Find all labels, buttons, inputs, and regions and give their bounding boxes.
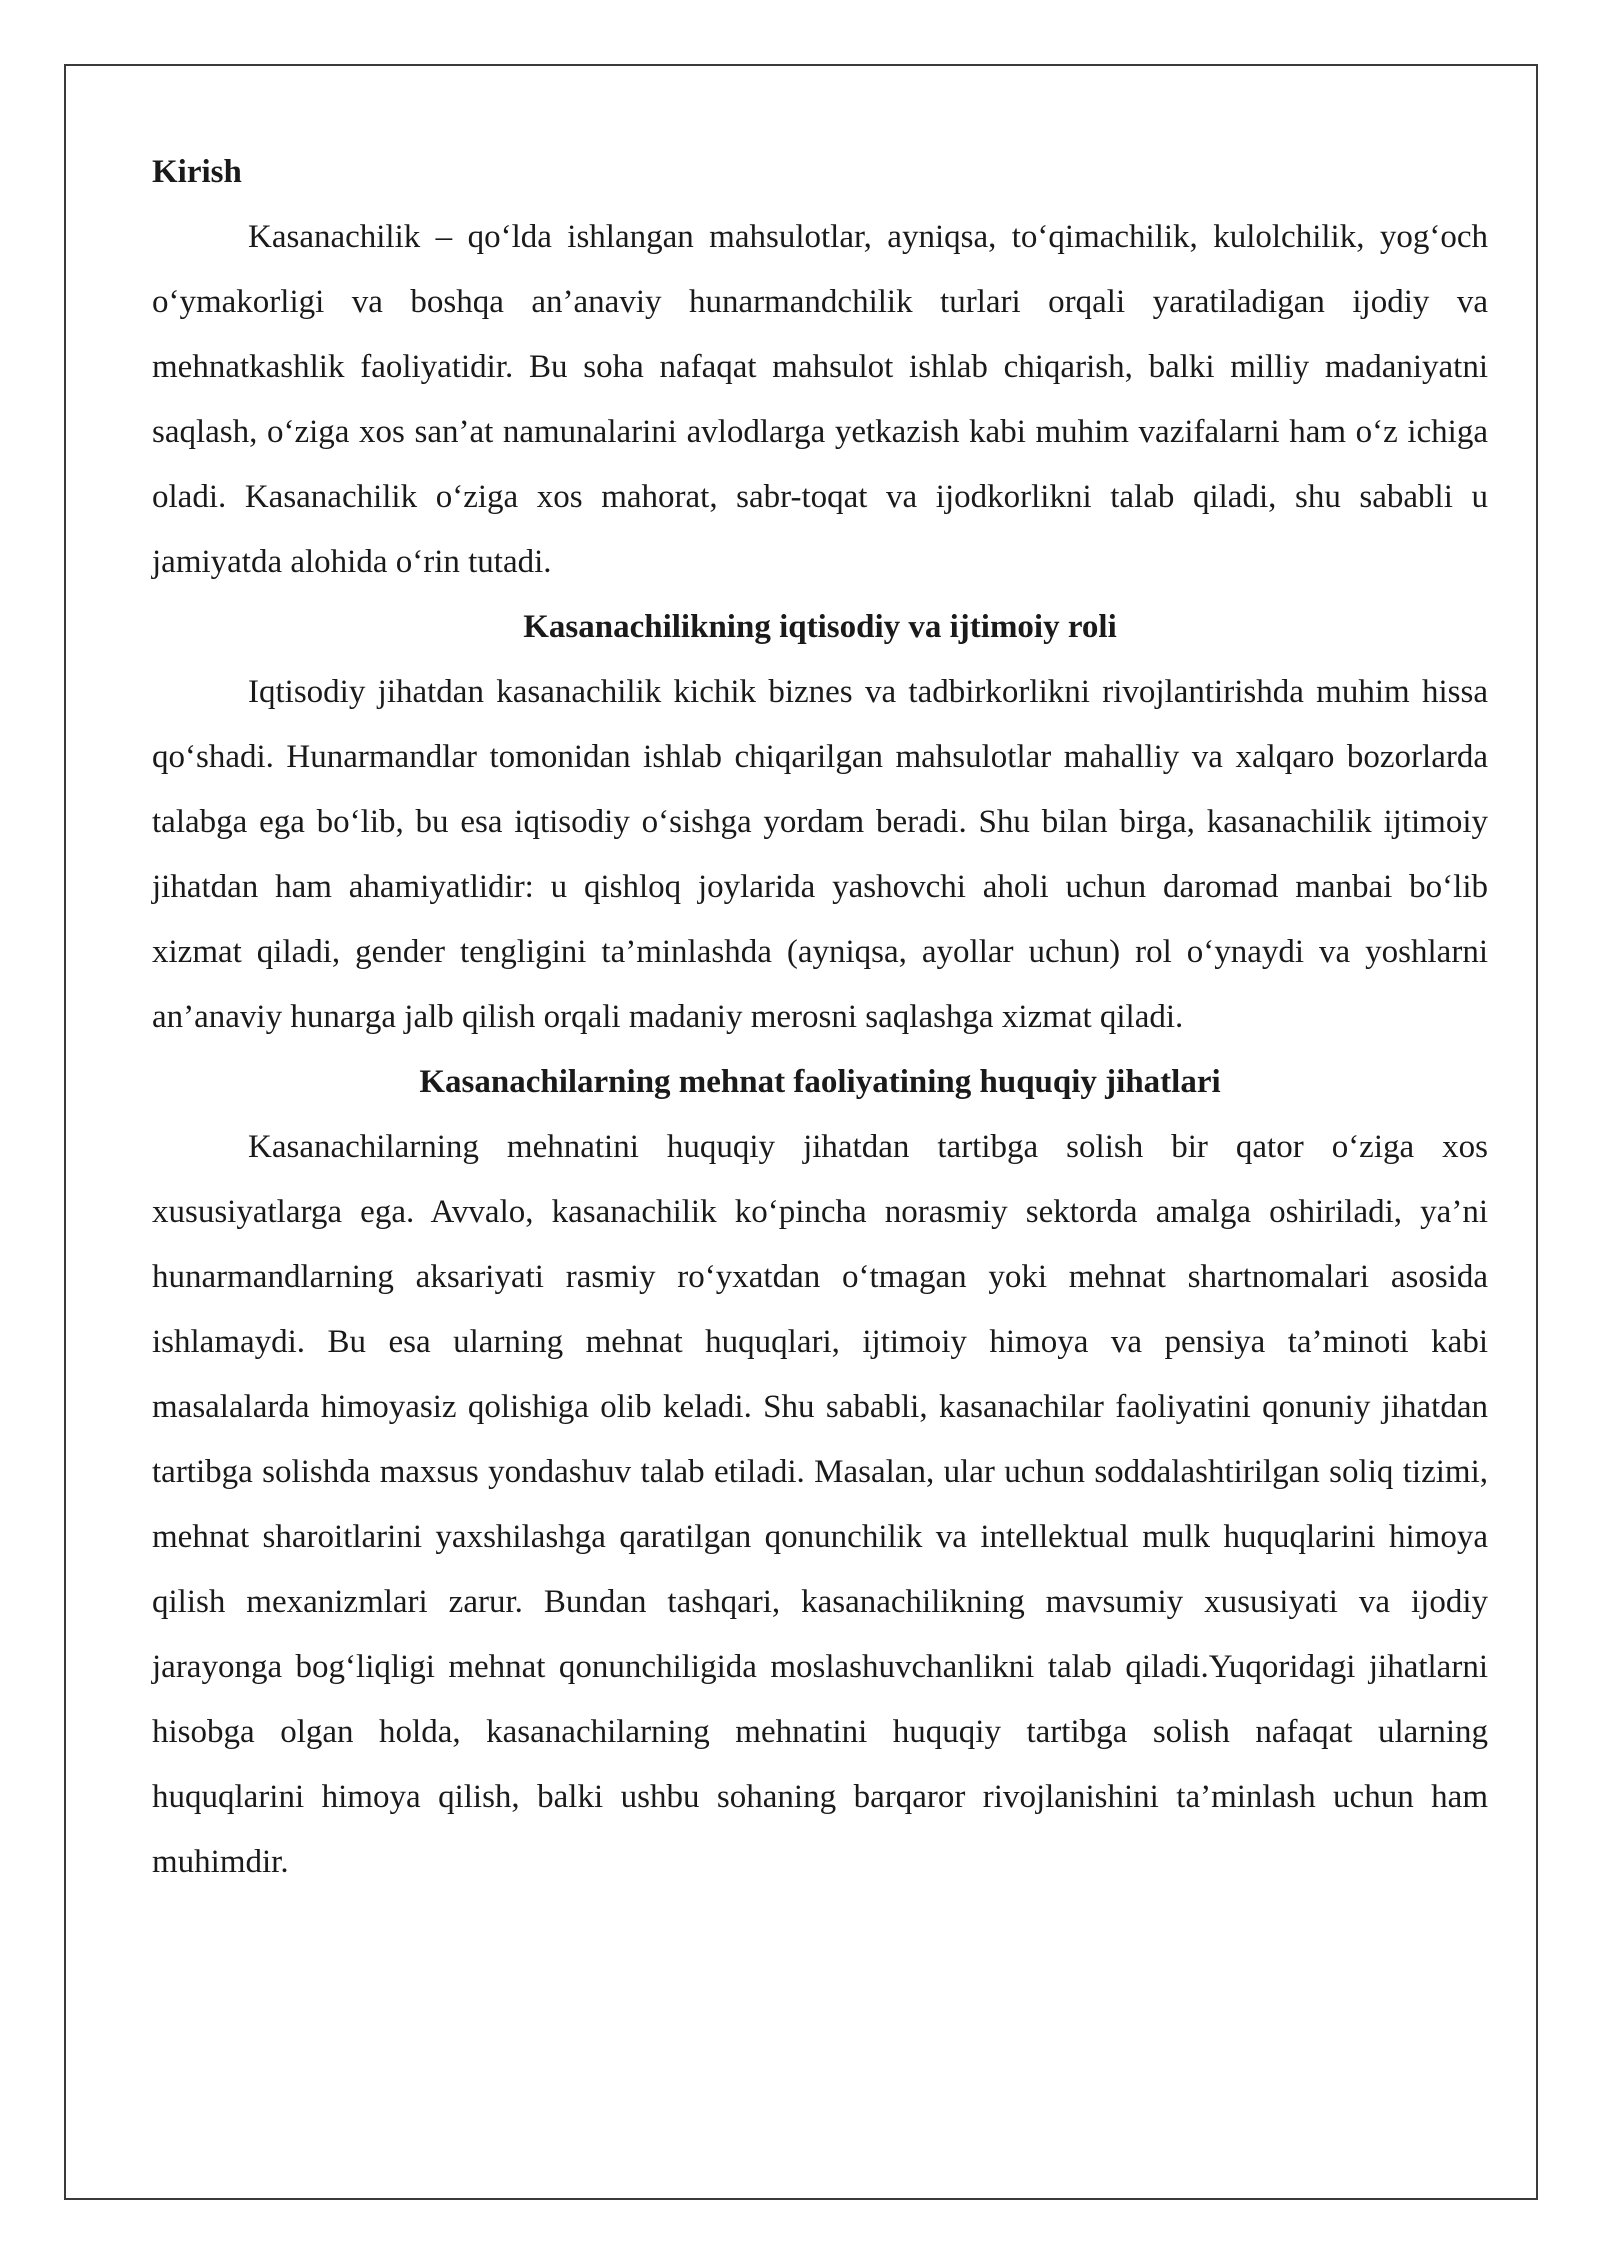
economic-social-role-paragraph: Iqtisodiy jihatdan kasanachilik kichik biznes va tadbirkorlikni rivojlantirishda muhim hissa qo‘shadi. Hunarmandlar tomonidan ishlab chiqarilgan mahsulotlar mahalliy va xalqaro bozorlarda talabga ega bo‘lib, bu esa iqtisodiy o‘sishga yordam beradi. Shu bilan birga, kasanachilik ijtimoiy jihatdan ham ahamiyatlidir: u qishloq joylarida yashovchi aholi uchun daromad manbai bo‘lib xizmat qiladi, gender tengligini ta’minlashda (ayniqsa, ayollar uchun) rol o‘ynaydi va yoshlarni an’anaviy hunarga jalb qilish orqali madaniy merosni saqlashga xizmat qiladi. — [152, 674, 1488, 1035]
section-heading-legal-aspects: Kasanachilarning mehnat faoliyatining huquqiy jihatlari — [419, 1064, 1221, 1100]
section-heading-economic-social-role: Kasanachilikning iqtisodiy va ijtimoiy roli — [523, 609, 1117, 645]
document-body — [152, 140, 1488, 1895]
intro-heading: Kirish — [152, 154, 242, 190]
intro-paragraph: Kasanachilik – qo‘lda ishlangan mahsulotlar, ayniqsa, to‘qimachilik, kulolchilik, yog‘och o‘ymakorligi va boshqa an’anaviy hunarmandchilik turlari orqali yaratiladigan ijodiy va mehnatkashlik faoliyatidir. Bu soha nafaqat mahsulot ishlab chiqarish, balki milliy madaniyatni saqlash, o‘ziga xos san’at namunalarini avlodlarga yetkazish kabi muhim vazifalarni ham o‘z ichiga oladi. Kasanachilik o‘ziga xos mahorat, sabr-toqat va ijodkorlikni talab qiladi, shu sababli u jamiyatda alohida o‘rin tutadi. — [152, 219, 1488, 580]
legal-aspects-paragraph: Kasanachilarning mehnatini huquqiy jihatdan tartibga solish bir qator o‘ziga xos xususiyatlarga ega. Avvalo, kasanachilik ko‘pincha norasmiy sektorda amalga oshiriladi, ya’ni hunarmandlarning aksariyati rasmiy ro‘yxatdan o‘tmagan yoki mehnat shartnomalari asosida ishlamaydi. Bu esa ularning mehnat huquqlari, ijtimoiy himoya va pensiya ta’minoti kabi masalalarda himoyasiz qolishiga olib keladi. Shu sababli, kasanachilar faoliyatini qonuniy jihatdan tartibga solishda maxsus yondashuv talab etiladi. Masalan, ular uchun soddalashtirilgan soliq tizimi, mehnat sharoitlarini yaxshilashga qaratilgan qonunchilik va intellektual mulk huquqlarini himoya qilish mexanizmlari zarur. Bundan tashqari, kasanachilikning mavsumiy xususiyati va ijodiy jarayonga bog‘liqligi mehnat qonunchiligida moslashuvchanlikni talab qiladi.Yuqoridagi jihatlarni hisobga olgan holda, kasanachilarning mehnatini huquqiy tartibga solish nafaqat ularning huquqlarini himoya qilish, balki ushbu sohaning barqaror rivojlanishini ta’minlash uchun ham muhimdir. — [152, 1129, 1488, 1880]
